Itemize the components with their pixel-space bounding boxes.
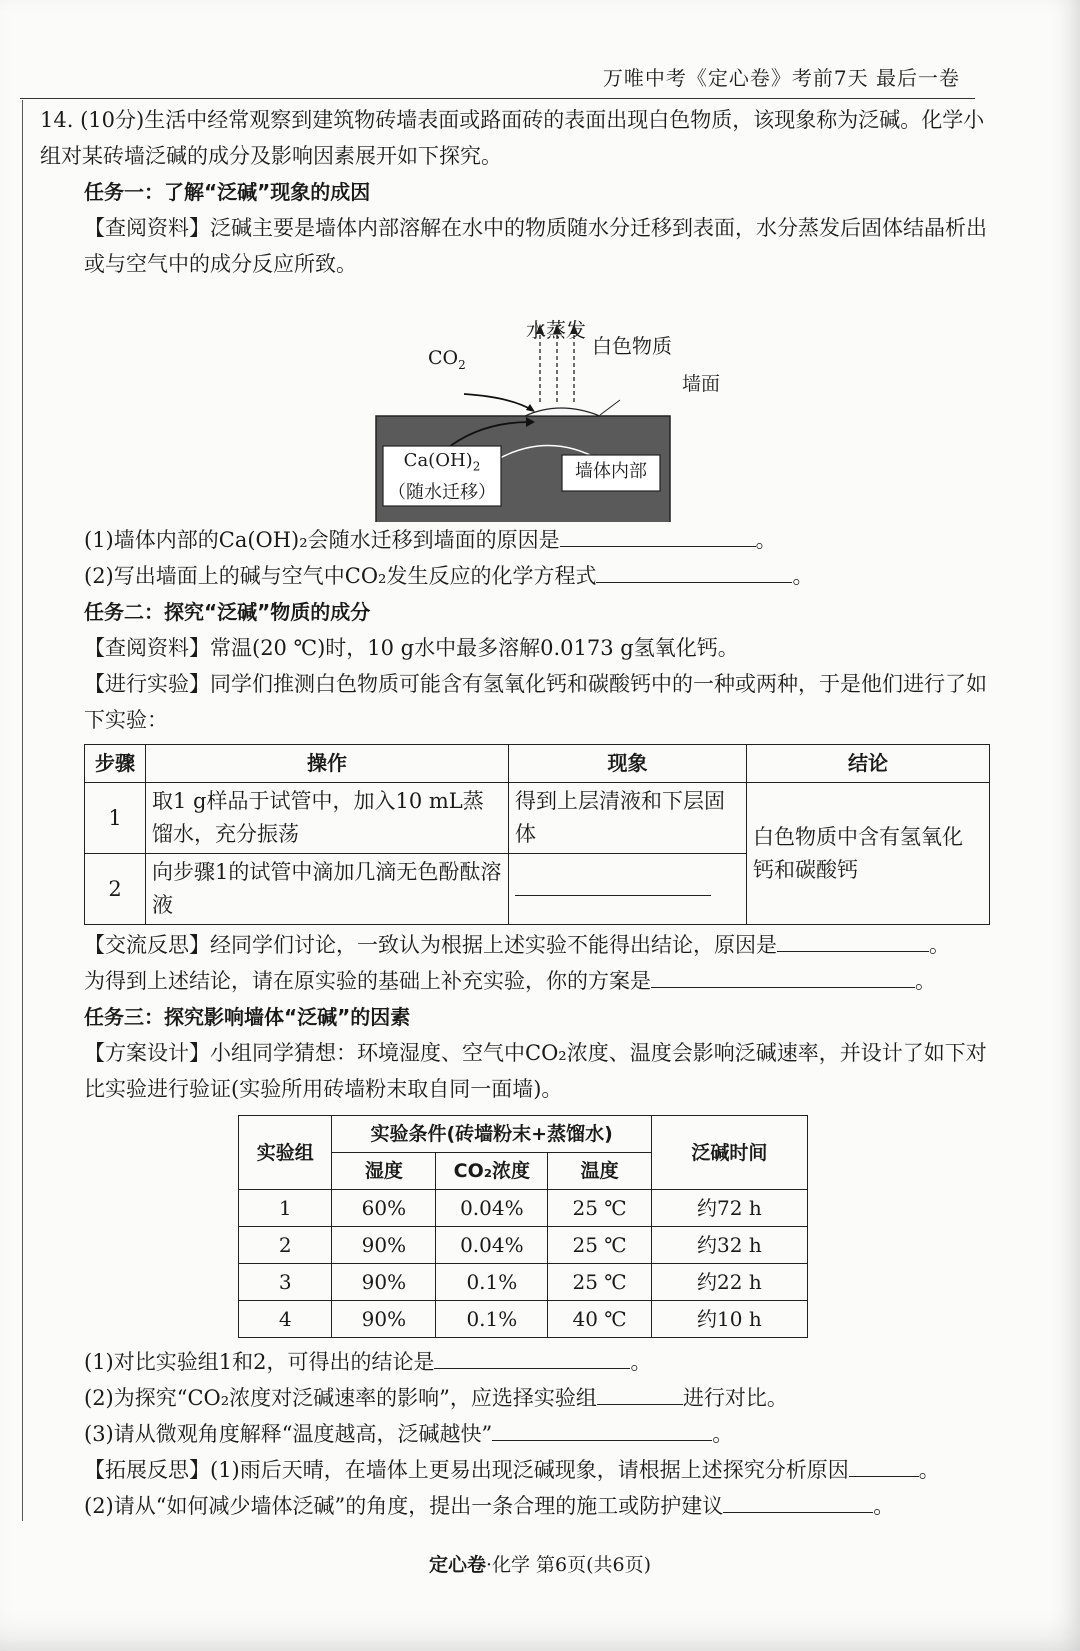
answer-blank[interactable] — [723, 1490, 873, 1513]
page-footer — [0, 1550, 1080, 1577]
table-header: 操作 — [146, 745, 509, 783]
caoh2-label: $Ca(OH)_2$ （随水迁移） — [388, 450, 496, 503]
answer-blank[interactable] — [651, 965, 915, 988]
answer-blank[interactable] — [777, 929, 929, 952]
table-row: 1 60% 0.04% 25 ℃ 约72 h — [239, 1190, 808, 1227]
footer-brand: 定心卷 — [428, 1554, 486, 1576]
wall-surface-label: 墙面 — [682, 373, 721, 395]
answer-blank[interactable] — [515, 873, 711, 896]
answer-blank[interactable] — [492, 1418, 712, 1441]
t1-question-1: (1)墙体内部的Ca(OH)₂会随水迁移到墙面的原因是 。 — [40, 522, 990, 558]
co2-label: $CO_2$ — [428, 347, 466, 372]
wall-diagram — [80, 282, 990, 522]
extension-1: 【拓展反思】(1)雨后天晴，在墙体上更易出现泛碱现象，请根据上述探究分析原因 。 — [40, 1452, 990, 1488]
question-intro: 14. (10分)生活中经常观察到建筑物砖墙表面或路面砖的表面出现白色物质，该现象称为泛碱。化学小组对某砖墙泛碱的成分及影响因素展开如下探究。 — [40, 108, 985, 168]
task3-title: 任务三：探究影响墙体“泛碱”的因素 — [84, 1005, 411, 1029]
question-14 — [40, 102, 990, 1524]
table-header: 结论 — [747, 745, 990, 783]
extension-2: (2)请从“如何减少墙体泛碱”的角度，提出一条合理的施工或防护建议 。 — [40, 1488, 990, 1524]
factors-table: 实验组 实验条件(砖墙粉末+蒸馏水) 泛碱时间 湿度 CO₂浓度 温度 1 60% 0.04% 25 ℃ 约72 h 2 90% 0.04% 25 ℃ 约32 h 3 90% 0.1% 25 ℃ 约22 h 4 90% 0.1% 40 ℃ 约10 h — [238, 1115, 808, 1338]
task3-design: 【方案设计】小组同学猜想：环境湿度、空气中CO₂浓度、温度会影响泛碱速率，并设计了如下对比实验进行验证(实验所用砖墙粉末取自同一面墙)。 — [84, 1041, 987, 1101]
table-row: 2 90% 0.04% 25 ℃ 约32 h — [239, 1227, 808, 1264]
evaporation-label: 水蒸发 — [526, 318, 586, 342]
footer-text: ·化学 第6页(共6页) — [485, 1554, 652, 1576]
task2-info: 【查阅资料】常温(20 ℃)时，10 g水中最多溶解0.0173 g氢氧化钙。 — [84, 636, 739, 660]
t3-question-1: (1)对比实验组1和2，可得出的结论是 。 — [40, 1344, 990, 1380]
reflection-1: 【交流反思】经同学们讨论，一致认为根据上述实验不能得出结论，原因是 。 — [40, 927, 990, 963]
conclusion-cell: 白色物质中含有氢氧化钙和碳酸钙 — [747, 783, 990, 925]
t3-question-3: (3)请从微观角度解释“温度越高，泛碱越快” 。 — [40, 1416, 990, 1452]
answer-blank[interactable] — [560, 524, 756, 547]
answer-blank[interactable] — [597, 1382, 683, 1405]
margin-line — [22, 100, 23, 1521]
table-row: 2 向步骤1的试管中滴加几滴无色酚酞溶液 — [85, 854, 990, 925]
t3-question-2: (2)为探究“CO₂浓度对泛碱速率的影响”，应选择实验组 进行对比。 — [40, 1380, 990, 1416]
answer-blank[interactable] — [434, 1346, 630, 1369]
table-header: 现象 — [509, 745, 747, 783]
answer-blank[interactable] — [849, 1454, 919, 1477]
co2-arrow — [464, 394, 532, 410]
header-divider — [20, 98, 975, 99]
answer-blank[interactable] — [596, 560, 792, 583]
reflection-2: 为得到上述结论，请在原实验的基础上补充实验，你的方案是 。 — [40, 963, 990, 999]
table-row: 1 取1 g样品于试管中，加入10 mL蒸馏水，充分振荡 得到上层清液和下层固体 白色物质中含有氢氧化钙和碳酸钙 — [85, 783, 990, 854]
wall-inside-label: 墙体内部 — [575, 461, 647, 482]
task1-title: 任务一：了解“泛碱”现象的成因 — [84, 180, 371, 204]
t1-question-2: (2)写出墙面上的碱与空气中CO₂发生反应的化学方程式 。 — [40, 558, 990, 594]
page-header: 万唯中考《定心卷》考前7天 最后一卷 — [602, 66, 960, 90]
task1-info: 【查阅资料】泛碱主要是墙体内部溶解在水中的物质随水分迁移到表面，水分蒸发后固体结晶析出或与空气中的成分反应所致。 — [84, 216, 987, 276]
question-number: 14. — [40, 108, 74, 132]
table-row: 3 90% 0.1% 25 ℃ 约22 h — [239, 1264, 808, 1301]
task2-experiment: 【进行实验】同学们推测白色物质可能含有氢氧化钙和碳酸钙中的一种或两种，于是他们进行了如下实验： — [84, 672, 987, 732]
experiment-table — [84, 744, 990, 925]
table-header: 步骤 — [85, 745, 146, 783]
white-substance-label: 白色物质 — [592, 334, 672, 358]
white-substance — [525, 408, 600, 416]
table-row: 4 90% 0.1% 40 ℃ 约10 h — [239, 1301, 808, 1338]
task2-title: 任务二：探究“泛碱”物质的成分 — [84, 600, 371, 624]
